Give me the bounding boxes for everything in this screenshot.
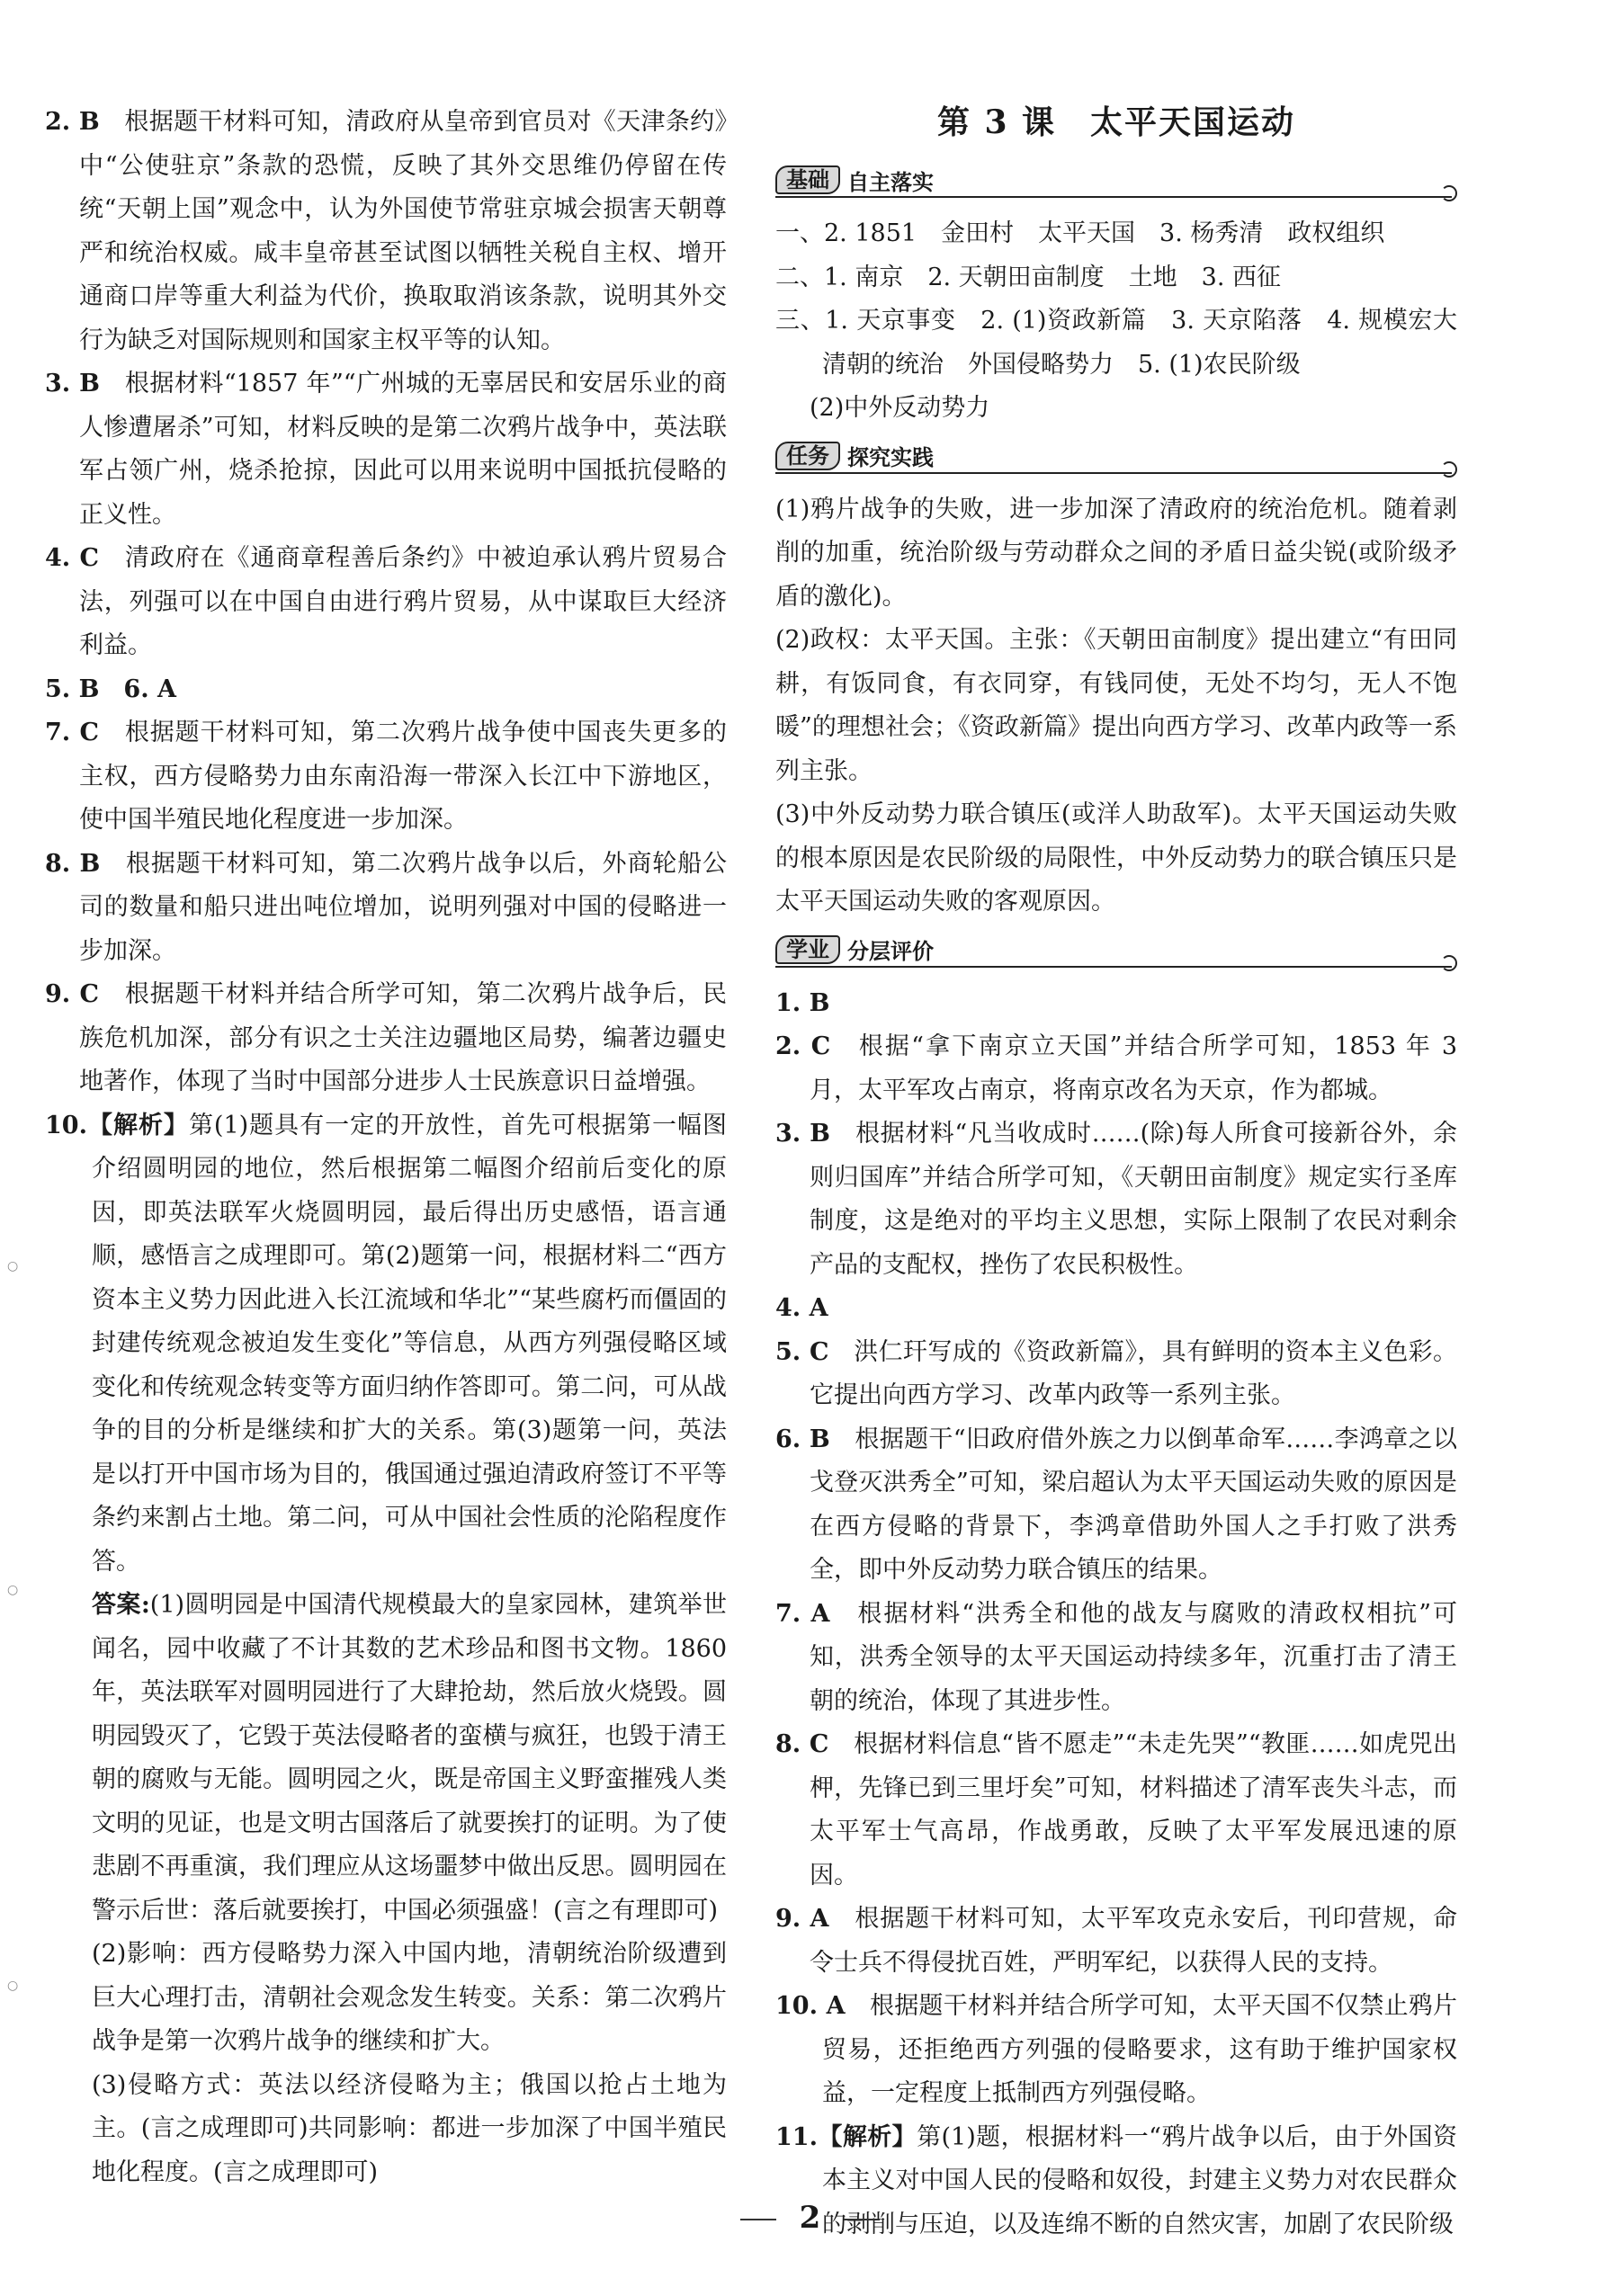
page-dash-left [740,2219,776,2220]
analysis-item: 11.【解析】第(1)题，根据材料一“鸦片战争以后，由于外国资本主义对中国人民的侵略和奴役，封建主义势力对农民群众的剥削与压迫，以及连绵不断的自然灾害，加剧了农民阶级 [775,2122,1457,2238]
answer-item: 9. C 根据题干材料并结合所学可知，第二次鸦片战争后，民族危机加深，部分有识之士关注边疆地区局势，编著边疆史地著作，体现了当时中国部分进步人士民族意识日益增强。 [45,980,728,1095]
task-answer: (1)鸦片战争的失败，进一步加深了清政府的统治危机。随着剥削的加重，统治阶级与劳动群众之间的矛盾日益尖锐(或阶级矛盾的激化)。 [775,495,1457,611]
task-answer: (2)政权：太平天国。主张：《天朝田亩制度》提出建立“有田同耕，有饭同食，有衣同穿，有钱同使，无处不均匀，无人不饱暖”的理想社会；《资政新篇》提出向西方学习、改革内政等一系列主张。 [775,626,1457,785]
answer-block: (3)侵略方式：英法以经济侵略为主；俄国以抢占土地为主。(言之成理即可)共同影响：都进一步加深了中国半殖民地化程度。(言之成理即可) [92,2070,727,2186]
fill-answer: 二、1. 南京 2. 天朝田亩制度 土地 3. 西征 [775,263,1282,291]
answer-block: (2)影响：西方侵略势力深入中国内地，清朝统治阶级遭到巨大心理打击，清朝社会观念发生转变。关系：第二次鸦片战争是第一次鸦片战争的继续和扩大。 [92,1940,727,2055]
section-header-task: 任务 探究实践 [775,440,1457,474]
page-number: 2 [0,2200,1620,2236]
lesson-title: 第 3 课 太平天国运动 [936,103,1296,141]
right-column [775,155,1481,2247]
answer-item: 5. C 洪仁玕写成的《资政新篇》，具有鲜明的资本主义色彩。它提出向西方学习、改革内政等一系列主张。 [775,1337,1458,1409]
answer-item: 7. A 根据材料“洪秀全和他的战友与腐败的清政权相抗”可知，洪秀全领导的太平天国运动持续多年，沉重打击了清王朝的统治，体现了其进步性。 [775,1599,1457,1715]
answer-item: 4. C 清政府在《通商章程善后条约》中被迫承认鸦片贸易合法，列强可以在中国自由进行鸦片贸易，从中谋取巨大经济利益。 [45,544,728,659]
task-answer: (3)中外反动势力联合镇压(或洋人助敌军)。太平天国运动失败的根本原因是农民阶级的局限性，中外反动势力的联合镇压只是太平天国运动失败的客观原因。 [775,800,1457,916]
left-column [45,101,727,2194]
answer-item: 8. B 根据题干材料可知，第二次鸦片战争以后，外商轮船公司的数量和船只进出吨位增加，说明列强对中国的侵略进一步加深。 [45,849,727,965]
binding-mark: ○ [7,1583,19,1597]
answer-item: 10. A 根据题干材料并结合所学可知，太平天国不仅禁止鸦片贸易，还拒绝西方列强的侵略要求，这有助于维护国家权益，一定程度上抵制西方列强侵略。 [775,1992,1457,2107]
fill-answer: 一、2. 1851 金田村 太平天国 3. 杨秀清 政权组织 [775,219,1385,247]
answer-item: 7. C 根据题干材料可知，第二次鸦片战争使中国丧失更多的主权，西方侵略势力由东南沿海一带深入长江中下游地区，使中国半殖民地化程度进一步加深。 [45,719,728,834]
answer-item: 2. C 根据“拿下南京立天国”并结合所学可知，1853 年 3 月，太平军攻占南京，将南京改名为天京，作为都城。 [775,1032,1457,1104]
answer-item: 4. A [775,1294,828,1322]
analysis-item: 10.【解析】第(1)题具有一定的开放性，首先可根据第一幅图介绍圆明园的地位，然后根据第二幅图介绍前后变化的原因，即英法联军火烧圆明园，最后得出历史感悟，语言通顺，感悟言之成理即可。第(2)题第一问，根据材料二“西方资本主义势力因此进入长江流域和华北”“某些腐朽而僵固的封建传统观念被迫发生变化”等信息，从西方列强侵略区域变化和传统观念转变等方面归纳作答即可。第二问，可从战争的目的分析是继续和扩大的关系。第(3)题第一问，英法是以打开中国市场为目的，俄国通过强迫清政府签订不平等条约来割占土地。第二问，可从中国社会性质的沦陷程度作答。 [45,1111,727,1576]
section-header-evaluation: 学业 分层评价 [775,934,1457,968]
binding-mark: ○ [7,1979,19,1993]
answer-item: 3. B 根据材料“凡当收成时……(除)每人所食可接新谷外，余则归国库”并结合所学可知，《天朝田亩制度》规定实行圣库制度，这是绝对的平均主义思想，实际上限制了农民对剩余产品的支配权，挫伤了农民积极性。 [775,1120,1457,1279]
answer-item: 8. C 根据材料信息“皆不愿走”“未走先哭”“教匪……如虎兕出柙，先锋已到三里圩矣”可知，材料描述了清军丧失斗志，而太平军士气高昂，作战勇敢，反映了太平军发展迅速的原因。 [775,1730,1458,1890]
fill-answer: 三、1. 天京事变 2. (1)资政新篇 3. 天京陷落 4. 规模宏大 清朝的统治 外国侵略势力 5. (1)农民阶级 [775,307,1481,379]
answer-item: 1. B [775,988,830,1017]
answer-item: 6. B 根据题干“旧政府借外族之力以倒革命军……李鸿章之以戈登灭洪秀全”可知，梁启超认为太平天国运动失败的原因是在西方侵略的背景下，李鸿章借助外国人之手打败了洪秀全，即中外反动势力联合镇压的结果。 [775,1425,1457,1584]
answer-item: 2. B 根据题干材料可知，清政府从皇帝到官员对《天津条约》中“公使驻京”条款的恐慌，反映了其外交思维仍停留在传统“天朝上国”观念中，认为外国使节常驻京城会损害天朝尊严和统治权威。咸丰皇帝甚至试图以牺牲关税自主权、增开通商口岸等重大利益为代价，换取取消该条款，说明其外交行为缺乏对国际规则和国家主权平等的认知。 [45,108,727,354]
section-header-basic: 基础 自主落实 [775,164,1457,198]
page-dash-right [844,2219,880,2220]
fill-answer: (2)中外反动势力 [810,394,990,422]
answer-item: 9. A 根据题干材料可知，太平军攻克永安后，刊印营规，命令士兵不得侵扰百姓，严明军纪，以获得人民的支持。 [775,1905,1457,1977]
binding-mark: ○ [7,1259,19,1273]
answer-item: 3. B 根据材料“1857 年”“广州城的无辜居民和安居乐业的商人惨遭屠杀”可知，材料反映的是第二次鸦片战争中，英法联军占领广州，烧杀抢掠，因此可以用来说明中国抵抗侵略的正义性。 [45,370,727,529]
answer-block: 答案:(1)圆明园是中国清代规模最大的皇家园林，建筑举世闻名，园中收藏了不计其数的艺术珍品和图书文物。1860 年，英法联军对圆明园进行了大肆抢劫，然后放火烧毁。圆明园毁灭了，它毁于英法侵略者的蛮横与疯狂，也毁于清王朝的腐败与无能。圆明园之火，既是帝国主义野蛮摧残人类文明的见证，也是文明古国落后了就要挨打的证明。为了使悲剧不再重演，我们理应从这场噩梦中做出反思。圆明园在警示后世：落后就要挨打，中国必须强盛！(言之有理即可) [92,1591,728,1925]
answer-item: 5. B 6. A [45,675,176,703]
